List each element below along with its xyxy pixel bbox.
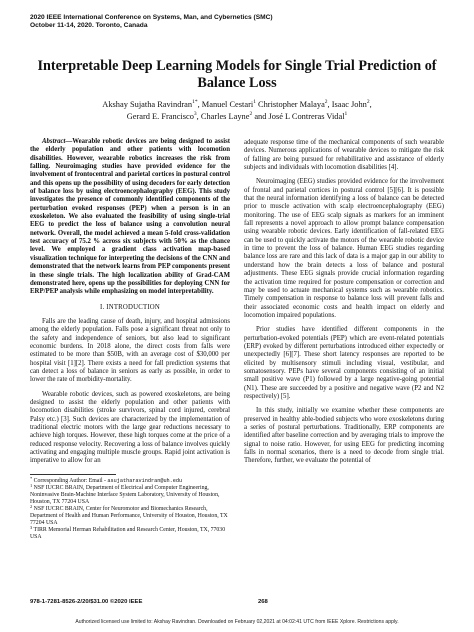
footnote-mark: 2 <box>30 504 33 510</box>
author-name: Christopher Malaya <box>255 100 325 109</box>
author-line-2 <box>30 111 444 123</box>
title-line-2: Balance Loss <box>197 75 277 91</box>
abstract-label: Abstract <box>42 138 66 145</box>
conference-name: 2020 IEEE International Conference on Systems, Man, and Cybernetics (SMC) <box>30 14 273 21</box>
license-notice: Authorized licensed use limited to: Akshay Ravindran. Downloaded on February 02,2021 at 04:02:41 UTC from IEEE Xplore. Restrictions apply. <box>75 619 399 625</box>
author-affiliation-mark: 1 <box>253 99 256 105</box>
title-line-1: Interpretable Deep Learning Models for Single Trial Prediction of <box>37 58 437 74</box>
author-name: Gerard E. Francisco <box>126 111 194 121</box>
footnote-affiliation-3 <box>30 527 230 541</box>
author-separator: , <box>369 100 372 109</box>
corresponding-email: asujatharavindran@uh.edu <box>107 477 183 484</box>
footnote-text: NSF IUCRC BRAIN, Center for Neuromotor and Biomechanics Research, Department of Health and Human Performance, University of Houston, Houston, TX 77204 USA <box>30 506 228 527</box>
page-number: 268 <box>258 599 268 605</box>
author-list <box>30 99 444 122</box>
copyright-code: 978-1-7281-8526-2/20/$31.00 ©2020 IEEE <box>30 599 143 605</box>
author-affiliation-mark: 1 <box>344 110 348 117</box>
body-paragraph: adequate response time of the mechanical components of such wearable devices. Numerous applications of wearable devices to mitigate the risk of falling are being pursued for rehabilitative and assistance of elderly subjects and individuals with locomotion disabilities [4]. <box>244 139 444 172</box>
conference-date-location: October 11-14, 2020. Toronto, Canada <box>30 22 148 30</box>
left-column <box>30 138 230 542</box>
author-name: Akshay Sujatha Ravindran <box>102 100 193 109</box>
footnote-mark: 3 <box>30 525 33 531</box>
footnote-mark: 1 <box>30 482 33 488</box>
footnote-corresponding <box>30 475 230 485</box>
section-heading-introduction: I. INTRODUCTION <box>99 303 160 311</box>
footnote-mark: * <box>30 475 33 481</box>
author-name: , Charles Layne <box>196 111 250 121</box>
footnote-text: Corresponding Author: Email - <box>32 477 108 484</box>
body-paragraph: Falls are the leading cause of death, injury, and hospital admissions among the elderly population. Falls pose a significant threat not only to the safety and independence of seniors, but also lead to significant economic burdens. In 2018 alone, the direct costs from falls were estimated to be more than $50B, with an average cost of $30,000 per hospital visit [1][2]. There exists a need for fall prediction systems that can detect a loss of balance in seniors as early as possible, in order to lower the rate of morbidity-mortality. <box>30 317 230 384</box>
body-paragraph: Prior studies have identified different components in the perturbation-evoked potentials (PEP) which are event-related potentials (ERP) evoked by different perturbations introduced either expectedly or unexpectedly [6][7]. These short latency responses are reported to be elicited by multisensory stimuli including visual, vestibular, and somatosensory. PEPs have several components consisting of an initial small positive wave (P1) followed by a large negative-going potential (N1). These are succeeded by a positive and negative wave (P2 and N2 respectively) [5]. <box>244 326 444 400</box>
author-affiliation-mark: 2 <box>324 99 328 105</box>
abstract-text: —Wearable robotic devices are being designed to assist the elderly population and other patients with locomotion disabilities. However, wearable robotics increases the risk from falling. Neuroimaging studies have provided evidence for the involvement of frontocentral and parietal cortices in postural control and this opens up the possibility of using decoders for early detection of balance loss by using electroencephalography (EEG). This study investigates the presence of commonly identified components of the perturbation evoked responses (PEP) when a person is in an exoskeleton. We also evaluated the feasibility of using single-trial EEG to predict the loss of balance using a convolution neural network. Overall, the model achieved a mean 5-fold cross-validation test accuracy of 75.2 % across six subjects with 50% as the chance level. We employed a gradient class activation map-based visualization technique for interpreting the decisions of the CNN and demonstrated that the network learns from PEP components present in these single trials. The high localization ability of Grad-CAM demonstrated here, opens up the possibilities for deploying CNN for ERP/PEP analysis while emphasizing on model interpretability. <box>30 138 230 296</box>
author-name: , Isaac John <box>327 100 367 109</box>
author-line-1 <box>30 99 444 111</box>
footnote-text: TIRR Memorial Herman Rehabilitation and Research Center, Houston, TX, 77030 USA <box>30 527 226 541</box>
author-name: and José L Contreras Vidal <box>252 111 345 121</box>
body-paragraph: In this study, initially we examine whether these components are preserved in healthy able-bodied subjects who wore exoskeletons during a series of postural perturbations. Traditionally, ERP components are identified after baseline correction and by averaging trials to improve the signal to noise ratio. However, for using EEG for predicting incoming falls in normal scenarios, there is a need to decode from single trial. Therefore, further, we evaluate the potential of <box>244 407 444 465</box>
body-paragraph: Neuroimaging (EEG) studies provided evidence for the involvement of frontal and parietal cortices in postural control [5][6]. It is possible that the neural information identifying a loss of balance can be detected prior to muscle activation with scalp electroencephalography (EEG) monitoring. The use of EEG scalp signals as markers for an imminent fall represents a novel approach to allow prompt balance compensation using wearable robotic devices. Early identification of fall-related EEG can be used to quickly activate the motors of the wearable robotic device in time to prevent the loss of balance. Human EEG studies regarding balance loss are rare and this lack of data is a major gap in our ability to understand how the brain detects a loss of balance and postural adjustments. These EEG signals provide crucial information regarding the activation time required for posture compensation or correction and may be used to actuate mechanical systems such as wearable robotics. Timely compensation in response to balance loss will prevent falls and their associated economic costs and health impact on elderly and locomotion impaired populations. <box>244 178 444 319</box>
abstract <box>30 138 230 297</box>
conference-header <box>30 14 273 30</box>
paper-title <box>30 58 444 92</box>
footnote-affiliation-1 <box>30 482 230 506</box>
author-name: , Manuel Cestari <box>197 100 254 109</box>
author-affiliation-mark: 1* <box>192 99 198 105</box>
author-affiliation-mark: 2 <box>366 99 370 105</box>
author-affiliation-mark: 3 <box>193 110 197 117</box>
footnote-affiliation-2 <box>30 506 230 527</box>
footnote-text: NSF IUCRC BRAIN, Department of Electrical and Computer Engineering, Noninvasive Brain-Machine Interface System Laboratory, University of Houston, Houston, TX 77204 USA <box>30 484 220 505</box>
footnotes <box>30 475 230 542</box>
body-paragraph: Wearable robotic devices, such as powered exoskeletons, are being designed to assist the elderly population and other patients with locomotion disabilities (stroke survivors, spinal cord injured, cerebral Palsy etc.) [3]. Such devices are characterized by the implementation of traditional electric motors with the large gear reductions necessary to achieve high torques. However, these high torques come at the price of a reduced response velocity. Recovering a loss of balance involves quickly activating and engaging multiple muscle groups. Rapid joint activation is imperative to allow for an <box>30 390 230 465</box>
right-column <box>244 139 444 466</box>
author-affiliation-mark: 2 <box>249 110 253 117</box>
